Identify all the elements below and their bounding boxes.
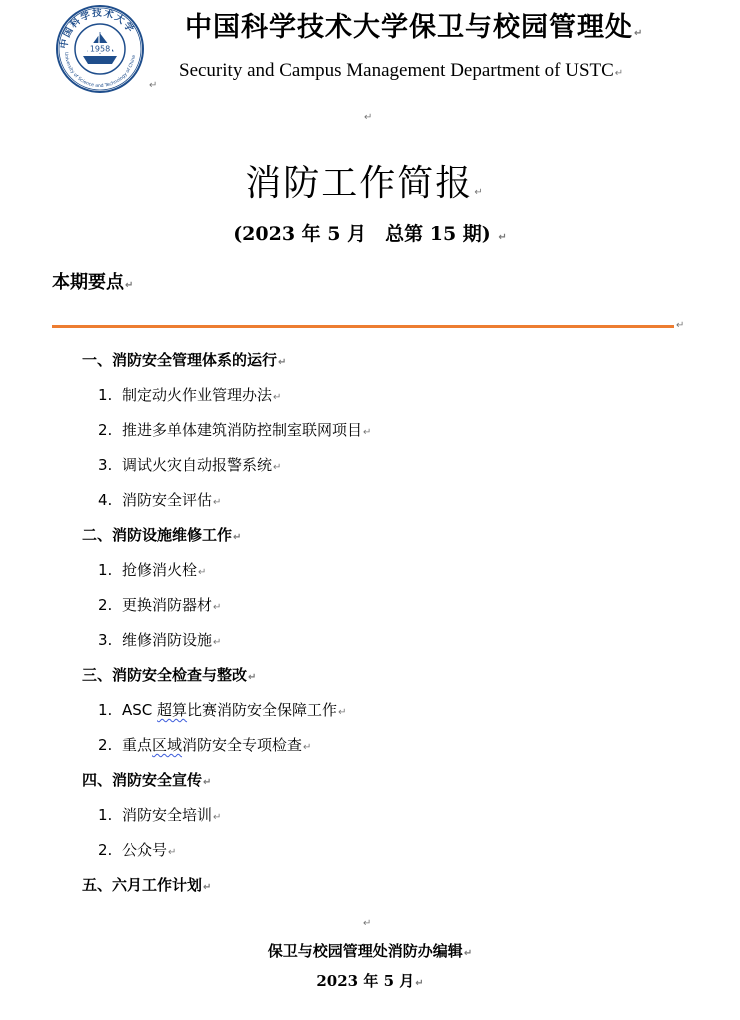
document-subtitle: (2023 年 5 月 总第 15 期) ↵ <box>233 223 507 245</box>
logo-ring-text-bottom: University of Science and Technology of China <box>62 51 137 90</box>
section-heading: 四、消防安全宣传↵ <box>82 771 212 789</box>
paragraph-mark: ↵ <box>364 112 373 123</box>
logo-ring-text-top: 中国科学技术大学 <box>58 7 137 50</box>
section-heading: 三、消防安全检查与整改↵ <box>82 666 257 684</box>
list-item: 1. 消防安全培训↵ <box>98 806 222 824</box>
section-heading: 一、消防安全管理体系的运行↵ <box>82 351 287 369</box>
list-item: 3. 调试火灾自动报警系统↵ <box>98 456 282 474</box>
logo-year: 1958 <box>89 44 111 54</box>
highlights-list <box>82 347 642 907</box>
list-item: 2. 公众号↵ <box>98 841 177 859</box>
ustc-logo <box>55 4 145 94</box>
footer-date: 2023 年 5 月↵ <box>316 972 424 990</box>
section-heading: 五、六月工作计划↵ <box>82 876 212 894</box>
list-item: 2. 更换消防器材↵ <box>98 596 222 614</box>
org-name-english: Security and Campus Management Department of USTC↵ <box>179 60 624 81</box>
list-item: 2. 推进多单体建筑消防控制室联网项目↵ <box>98 421 372 439</box>
list-item: 2. 重点区域消防安全专项检查↵ <box>98 736 312 754</box>
list-item: 1. ASC 超算比赛消防安全保障工作↵ <box>98 701 347 719</box>
footer-editor: 保卫与校园管理处消防办编辑↵ <box>267 942 473 960</box>
list-item: 4. 消防安全评估↵ <box>98 491 222 509</box>
spellcheck-underline: 超算 <box>157 701 188 719</box>
paragraph-mark: ↵ <box>676 320 685 331</box>
section-heading: 二、消防设施维修工作↵ <box>82 526 242 544</box>
orange-divider <box>52 325 674 328</box>
paragraph-mark: ↵ <box>363 918 372 929</box>
highlights-heading: 本期要点↵ <box>52 272 134 293</box>
list-item: 1. 制定动火作业管理办法↵ <box>98 386 282 404</box>
paragraph-mark: ↵ <box>149 80 158 91</box>
list-item: 1. 抢修消火栓↵ <box>98 561 207 579</box>
org-name-chinese: 中国科学技术大学保卫与校园管理处↵ <box>185 12 644 43</box>
list-item: 3. 维修消防设施↵ <box>98 631 222 649</box>
spellcheck-underline: 区域 <box>152 736 183 754</box>
document-title: 消防工作简报↵ <box>245 163 485 204</box>
